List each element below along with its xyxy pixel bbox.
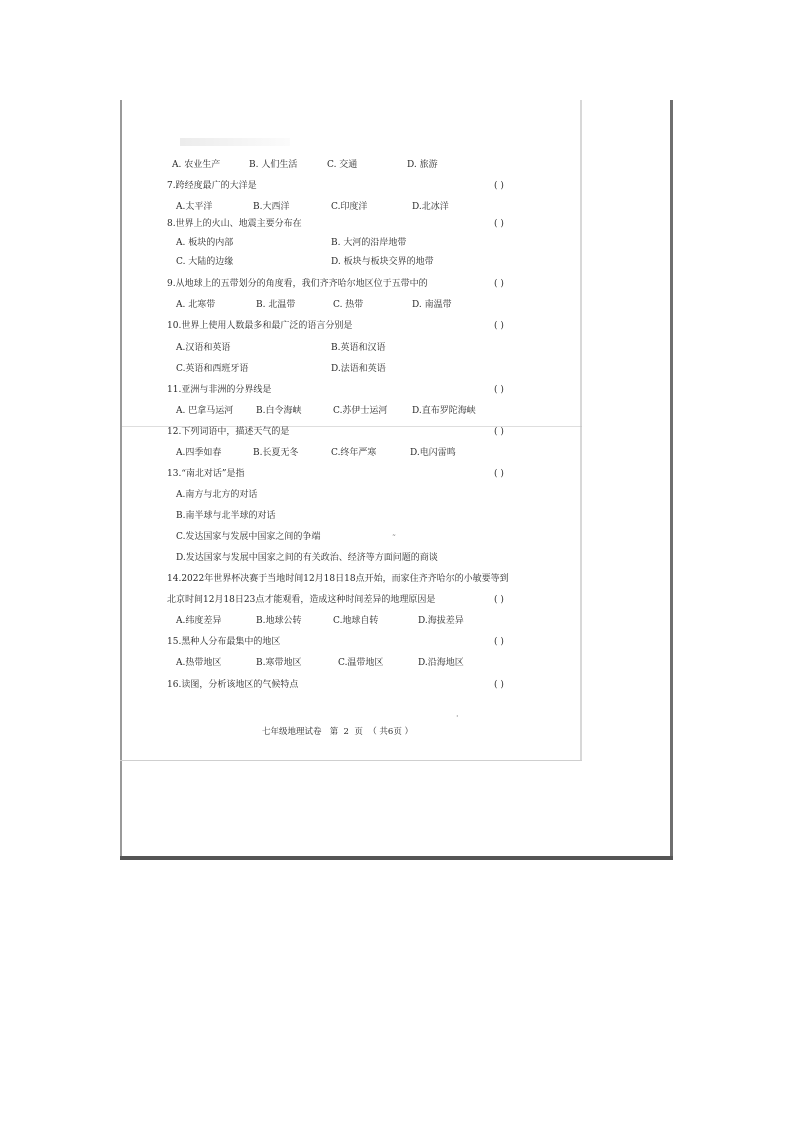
scan-speck: · bbox=[456, 712, 459, 721]
option-b: B. 人们生活 bbox=[249, 160, 298, 170]
faint-header-residue bbox=[180, 138, 290, 146]
option-b: B.寒带地区 bbox=[256, 658, 302, 668]
answer-paren: ( ) bbox=[494, 680, 504, 690]
option-c: C.地球自转 bbox=[333, 616, 379, 626]
question-text-line-2: 北京时间12月18日23点才能观看，造成这种时间差异的地理原因是 bbox=[167, 595, 436, 605]
option-d: D.电闪雷鸣 bbox=[410, 448, 456, 458]
option-d: D.沿海地区 bbox=[418, 658, 464, 668]
option-a: A. 北寒带 bbox=[176, 300, 216, 310]
option-a: A.太平洋 bbox=[176, 202, 213, 212]
scan-edge-right bbox=[670, 100, 673, 860]
option-a: A.汉语和英语 bbox=[176, 343, 231, 353]
answer-paren: ( ) bbox=[494, 469, 504, 479]
option-b: B.英语和汉语 bbox=[331, 343, 386, 353]
option-d: D. 板块与板块交界的地带 bbox=[331, 257, 434, 267]
option-d: D.海拔差异 bbox=[418, 616, 464, 626]
paper-bottom-edge bbox=[120, 760, 582, 761]
paper-shadow bbox=[580, 100, 582, 760]
option-a: A. 农业生产 bbox=[172, 160, 221, 170]
scanned-page bbox=[120, 100, 672, 860]
option-c: C.英语和西班牙语 bbox=[176, 364, 249, 374]
question-text: 7.跨经度最广的大洋是 bbox=[167, 181, 257, 191]
option-c: C. 大陆的边缘 bbox=[176, 257, 234, 267]
question-text: 11.亚洲与非洲的分界线是 bbox=[167, 385, 272, 395]
question-text: 16.读图，分析该地区的气候特点 bbox=[167, 680, 299, 690]
option-a: A.四季如春 bbox=[176, 448, 222, 458]
option-c: C. 交通 bbox=[327, 160, 358, 170]
answer-paren: ( ) bbox=[494, 427, 504, 437]
question-text: 13.“南北对话”是指 bbox=[167, 469, 245, 479]
question-text: 9.从地球上的五带划分的角度看，我们齐齐哈尔地区位于五带中的 bbox=[167, 279, 428, 289]
option-c: C.印度洋 bbox=[331, 202, 368, 212]
answer-paren: ( ) bbox=[494, 181, 504, 191]
answer-paren: ( ) bbox=[494, 321, 504, 331]
page-footer: 七年级地理试卷 第 2 页 （ 共6页 ） bbox=[262, 727, 414, 737]
option-b: B.大西洋 bbox=[253, 202, 290, 212]
question-text-line-1: 14.2022年世界杯决赛于当地时间12月18日18点开始，而家住齐齐哈尔的小敏要等到 bbox=[167, 574, 509, 584]
question-text: 8.世界上的火山、地震主要分布在 bbox=[167, 219, 302, 229]
option-b: B. 大河的沿岸地带 bbox=[331, 238, 407, 248]
question-text: 10.世界上使用人数最多和最广泛的语言分别是 bbox=[167, 321, 353, 331]
answer-paren: ( ) bbox=[494, 279, 504, 289]
option-b: B.长夏无冬 bbox=[253, 448, 299, 458]
option-d: D. 旅游 bbox=[407, 160, 438, 170]
scan-speck: ˜ bbox=[392, 534, 396, 543]
option-a: A.热带地区 bbox=[176, 658, 222, 668]
question-text: 15.黑种人分布最集中的地区 bbox=[167, 637, 281, 647]
option-c: C. 热带 bbox=[333, 300, 364, 310]
answer-paren: ( ) bbox=[494, 637, 504, 647]
option-c: C.发达国家与发展中国家之间的争端 bbox=[176, 532, 321, 542]
option-c: C.终年严寒 bbox=[331, 448, 377, 458]
option-a: A.南方与北方的对话 bbox=[176, 490, 258, 500]
option-d: D. 南温带 bbox=[412, 300, 452, 310]
option-d: D.北冰洋 bbox=[412, 202, 449, 212]
option-c: C.温带地区 bbox=[338, 658, 384, 668]
option-d: D.法语和英语 bbox=[331, 364, 386, 374]
option-a: A.纬度差异 bbox=[176, 616, 222, 626]
option-d: D.直布罗陀海峡 bbox=[412, 406, 476, 416]
answer-paren: ( ) bbox=[494, 595, 504, 605]
option-a: A. 板块的内部 bbox=[176, 238, 234, 248]
scan-edge-bottom bbox=[120, 856, 673, 860]
answer-paren: ( ) bbox=[494, 219, 504, 229]
option-b: B.地球公转 bbox=[256, 616, 302, 626]
option-b: B. 北温带 bbox=[256, 300, 296, 310]
option-c: C.苏伊士运河 bbox=[333, 406, 388, 416]
option-b: B.南半球与北半球的对话 bbox=[176, 511, 276, 521]
option-d: D.发达国家与发展中国家之间的有关政治、经济等方面问题的商谈 bbox=[176, 553, 438, 563]
answer-paren: ( ) bbox=[494, 385, 504, 395]
scan-edge-left bbox=[120, 100, 122, 860]
question-text: 12.下列词语中，描述天气的是 bbox=[167, 427, 290, 437]
option-b: B.白令海峡 bbox=[256, 406, 302, 416]
option-a: A. 巴拿马运河 bbox=[176, 406, 234, 416]
